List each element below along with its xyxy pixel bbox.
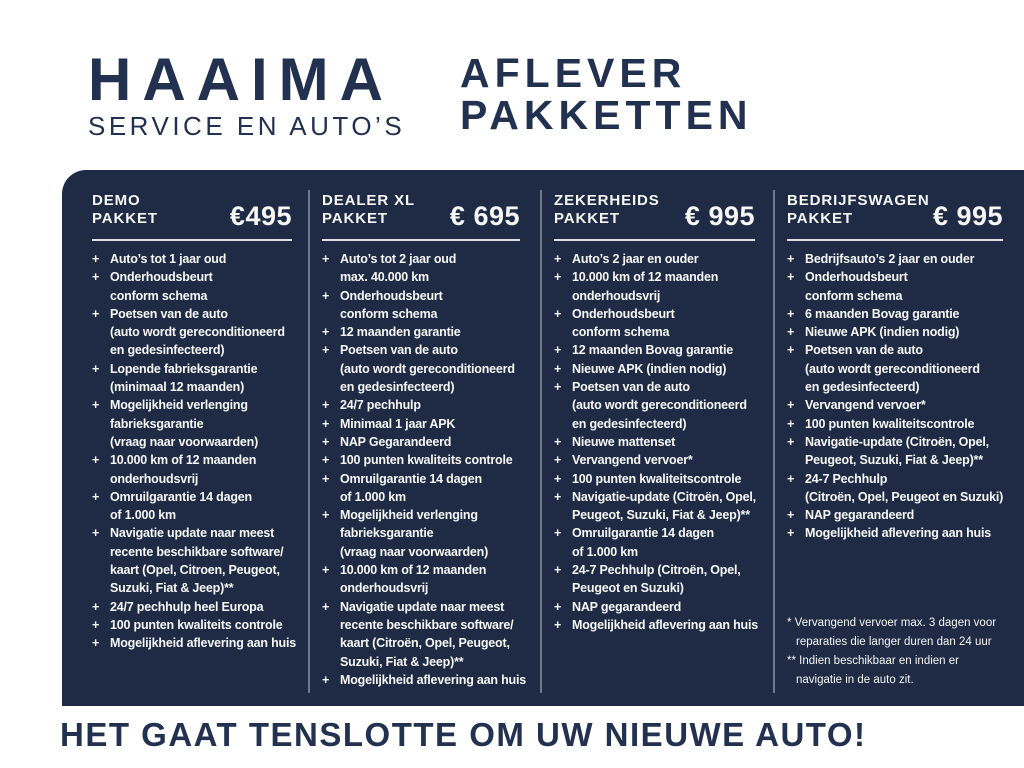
package-item: [554, 341, 755, 359]
item-line: Minimaal 1 jaar APK: [340, 416, 456, 431]
package-item: [787, 415, 1003, 433]
package-item: [787, 396, 1003, 414]
package-card-demo: [62, 170, 308, 706]
package-item: [554, 360, 755, 378]
plus-bullet: +: [92, 270, 100, 285]
item-line: Suzuki, Fiat & Jeep)**: [340, 654, 464, 669]
item-line: NAP Gegarandeerd: [340, 434, 452, 449]
package-name-line2: PAKKET: [92, 210, 158, 227]
item-line: Nieuwe mattenset: [572, 434, 676, 449]
page-title-line1: AFLEVER: [460, 50, 687, 96]
item-line: en gedesinfecteerd): [340, 380, 455, 395]
item-line: en gedesinfecteerd): [110, 343, 225, 358]
plus-bullet: +: [92, 252, 100, 266]
item-line: 10.000 km of 12 maanden: [572, 270, 719, 285]
package-price: € 995: [933, 201, 1004, 231]
item-line: Auto’s tot 2 jaar oud: [340, 252, 457, 266]
package-item: [92, 616, 292, 634]
package-item: [554, 433, 755, 451]
package-item-list: [787, 250, 1003, 543]
item-line: (Citroën, Opel, Peugeot en Suzuki): [805, 489, 1004, 504]
item-line: Poetsen van de auto: [805, 343, 923, 358]
item-line: 24/7 pechhulp: [340, 398, 421, 413]
header-rule: [322, 239, 520, 241]
package-card-zekerheids: [542, 170, 773, 706]
item-line: Navigatie update naar meest: [340, 599, 505, 614]
package-item: [554, 470, 755, 488]
item-line: 12 maanden Bovag garantie: [572, 343, 734, 358]
package-item: [322, 671, 527, 689]
item-line: Peugeot, Suzuki, Fiat & Jeep)**: [572, 508, 750, 523]
package-name-line1: ZEKERHEIDS: [554, 192, 660, 209]
package-name: [554, 192, 660, 228]
item-line: Mogelijkheid aflevering aan huis: [805, 526, 992, 541]
package-item: [554, 451, 755, 469]
package-item: [322, 598, 520, 671]
item-line: Omruilgarantie 14 dagen: [572, 526, 714, 541]
item-line: Onderhoudsbeurt: [572, 306, 675, 321]
item-line: 100 punten kwaliteitscontrole: [572, 471, 742, 486]
footer-tagline: HET GAAT TENSLOTTE OM UW NIEUWE AUTO!: [60, 716, 867, 753]
plus-bullet: +: [554, 563, 562, 578]
plus-bullet: +: [322, 471, 330, 486]
item-line: Peugeot, Suzuki, Fiat & Jeep)**: [805, 453, 983, 468]
footnote-line: navigatie in de auto zit.: [796, 674, 914, 686]
plus-bullet: +: [92, 361, 100, 376]
item-line: Mogelijkheid verlenging: [340, 508, 478, 523]
item-line: conform schema: [805, 288, 903, 303]
item-line: 24-7 Pechhulp (Citroën, Opel,: [572, 563, 741, 578]
item-line: Onderhoudsbeurt: [805, 270, 908, 285]
plus-bullet: +: [554, 306, 562, 321]
plus-bullet: +: [787, 252, 795, 266]
item-line: Bedrijfsauto’s 2 jaar en ouder: [805, 252, 975, 266]
package-price: €495: [229, 201, 292, 231]
package-item: [92, 250, 292, 268]
package-item: [322, 470, 520, 507]
item-line: NAP gegarandeerd: [572, 599, 682, 614]
package-item: [787, 323, 1003, 341]
page-title: [460, 52, 753, 136]
item-line: en gedesinfecteerd): [572, 416, 687, 431]
header-rule: [554, 239, 755, 241]
header-rule: [787, 239, 1003, 241]
item-line: Omruilgarantie 14 dagen: [110, 489, 252, 504]
item-line: onderhoudsvrij: [110, 471, 199, 486]
item-line: Vervangend vervoer*: [572, 453, 693, 468]
plus-bullet: +: [787, 471, 795, 486]
header-rule: [92, 239, 292, 241]
item-line: en gedesinfecteerd): [805, 380, 920, 395]
package-item: [554, 488, 755, 525]
package-item: [787, 305, 1003, 323]
item-line: (auto wordt gereconditioneerd: [340, 361, 515, 376]
item-line: Auto’s tot 1 jaar oud: [110, 252, 227, 266]
logo-subtitle: SERVICE EN AUTO’S: [88, 111, 406, 141]
item-line: kaart (Citroën, Opel, Peugeot,: [340, 636, 510, 651]
package-item-list: [92, 250, 297, 653]
plus-bullet: +: [322, 453, 330, 468]
package-item: [92, 598, 292, 616]
package-price: € 695: [449, 201, 520, 231]
package-name-line1: DEALER XL: [322, 192, 416, 209]
item-line: conform schema: [572, 325, 670, 340]
item-line: Mogelijkheid aflevering aan huis: [572, 617, 759, 632]
package-item: [92, 451, 292, 488]
package-item: [322, 561, 520, 598]
item-line: Poetsen van de auto: [110, 306, 228, 321]
package-item: [92, 488, 292, 525]
item-line: Onderhoudsbeurt: [340, 288, 443, 303]
item-line: Suzuki, Fiat & Jeep)**: [110, 581, 234, 596]
logo-title: HAAIMA: [88, 46, 394, 113]
package-name-line1: DEMO: [92, 192, 141, 209]
item-line: conform schema: [110, 288, 208, 303]
plus-bullet: +: [554, 453, 562, 468]
plus-bullet: +: [554, 599, 562, 614]
item-line: (vraag naar voorwaarden): [110, 434, 259, 449]
item-line: Poetsen van de auto: [340, 343, 458, 358]
package-item: [322, 506, 520, 561]
item-line: onderhoudsvrij: [340, 581, 429, 596]
plus-bullet: +: [554, 343, 562, 358]
plus-bullet: +: [554, 617, 562, 632]
package-item: [92, 396, 292, 451]
item-line: (auto wordt gereconditioneerd: [572, 398, 747, 413]
plus-bullet: +: [787, 325, 795, 340]
package-header: [92, 192, 292, 231]
plus-bullet: +: [322, 288, 330, 303]
plus-bullet: +: [787, 270, 795, 285]
item-line: 100 punten kwaliteits controle: [340, 453, 513, 468]
plus-bullet: +: [787, 398, 795, 413]
plus-bullet: +: [322, 252, 330, 266]
item-line: 10.000 km of 12 maanden: [340, 563, 487, 578]
item-line: Peugeot en Suzuki): [572, 581, 684, 596]
plus-bullet: +: [322, 563, 330, 578]
package-item: [92, 305, 292, 360]
item-line: (auto wordt gereconditioneerd: [805, 361, 980, 376]
plus-bullet: +: [554, 489, 562, 504]
item-line: of 1.000 km: [340, 489, 406, 504]
plus-bullet: +: [787, 526, 795, 541]
plus-bullet: +: [92, 453, 100, 468]
package-item: [787, 250, 1003, 268]
package-item: [322, 415, 520, 433]
item-line: 24/7 pechhulp heel Europa: [110, 599, 264, 614]
footnote-marker: **: [787, 655, 800, 667]
plus-bullet: +: [554, 526, 562, 541]
plus-bullet: +: [92, 306, 100, 321]
item-line: 6 maanden Bovag garantie: [805, 306, 960, 321]
company-logo: [88, 46, 406, 141]
item-line: fabrieksgarantie: [340, 526, 434, 541]
item-line: kaart (Opel, Citroen, Peugeot,: [110, 563, 280, 578]
item-line: 24-7 Pechhulp: [805, 471, 888, 486]
plus-bullet: +: [92, 617, 100, 632]
package-item-list: [554, 250, 759, 634]
package-item: [322, 250, 520, 287]
item-line: recente beschikbare software/: [110, 544, 284, 559]
plus-bullet: +: [554, 471, 562, 486]
item-line: Navigatie-update (Citroën, Opel,: [572, 489, 756, 504]
package-item: [554, 616, 759, 634]
footnote: [787, 614, 1003, 652]
plus-bullet: +: [787, 434, 795, 449]
package-item: [92, 268, 292, 305]
item-line: Mogelijkheid aflevering aan huis: [340, 672, 527, 687]
item-line: Onderhoudsbeurt: [110, 270, 213, 285]
item-line: Vervangend vervoer*: [805, 398, 926, 413]
plus-bullet: +: [322, 434, 330, 449]
package-name-line2: PAKKET: [554, 210, 620, 227]
package-header: [322, 192, 520, 231]
plus-bullet: +: [554, 270, 562, 285]
package-item-list: [322, 250, 527, 689]
plus-bullet: +: [92, 489, 100, 504]
footnotes: [787, 614, 1003, 706]
plus-bullet: +: [322, 508, 330, 523]
item-line: (vraag naar voorwaarden): [340, 544, 489, 559]
plus-bullet: +: [322, 398, 330, 413]
item-line: conform schema: [340, 306, 438, 321]
package-item: [554, 561, 755, 598]
packages-panel: [62, 170, 1024, 706]
plus-bullet: +: [92, 599, 100, 614]
package-card-bedrijfswagen: [775, 170, 1024, 706]
plus-bullet: +: [322, 672, 330, 687]
item-line: 100 punten kwaliteits controle: [110, 617, 283, 632]
item-line: Nieuwe APK (indien nodig): [805, 325, 960, 340]
package-item: [322, 287, 520, 324]
plus-bullet: +: [322, 343, 330, 358]
package-item: [554, 250, 755, 268]
package-item: [322, 433, 520, 451]
item-line: 12 maanden garantie: [340, 325, 461, 340]
plus-bullet: +: [787, 343, 795, 358]
package-item: [322, 451, 520, 469]
package-name: [787, 192, 930, 228]
plus-bullet: +: [92, 526, 100, 541]
package-item: [787, 470, 1003, 507]
item-line: max. 40.000 km: [340, 270, 429, 285]
plus-bullet: +: [322, 325, 330, 340]
package-header: [554, 192, 755, 231]
footnote: [787, 652, 1003, 690]
package-item: [92, 524, 292, 597]
plus-bullet: +: [554, 361, 562, 376]
item-line: 10.000 km of 12 maanden: [110, 453, 257, 468]
package-item: [554, 378, 755, 433]
item-line: of 1.000 km: [110, 508, 176, 523]
package-item: [322, 396, 520, 414]
plus-bullet: +: [554, 434, 562, 449]
plus-bullet: +: [554, 252, 562, 266]
plus-bullet: +: [787, 306, 795, 321]
package-name: [92, 192, 158, 228]
package-item: [554, 524, 755, 561]
package-item: [92, 360, 292, 397]
package-item: [92, 634, 297, 652]
package-item: [787, 506, 1003, 524]
plus-bullet: +: [92, 398, 100, 413]
package-name-line1: BEDRIJFSWAGEN: [787, 192, 930, 209]
package-card-dealer-xl: [310, 170, 540, 706]
item-line: Mogelijkheid verlenging: [110, 398, 248, 413]
package-item: [554, 268, 755, 305]
item-line: Nieuwe APK (indien nodig): [572, 361, 727, 376]
plus-bullet: +: [787, 508, 795, 523]
package-name-line2: PAKKET: [787, 210, 853, 227]
item-line: Poetsen van de auto: [572, 380, 690, 395]
item-line: Omruilgarantie 14 dagen: [340, 471, 482, 486]
item-line: fabrieksgarantie: [110, 416, 204, 431]
plus-bullet: +: [322, 599, 330, 614]
item-line: Mogelijkheid aflevering aan huis: [110, 636, 297, 651]
item-line: recente beschikbare software/: [340, 617, 514, 632]
footnote-line: reparaties die langer duren dan 24 uur: [796, 636, 992, 648]
package-item: [322, 341, 520, 396]
package-name-line2: PAKKET: [322, 210, 388, 227]
package-item: [787, 341, 1003, 396]
footnote-marker: *: [787, 617, 795, 629]
item-line: (auto wordt gereconditioneerd: [110, 325, 285, 340]
item-line: onderhoudsvrij: [572, 288, 661, 303]
item-line: Lopende fabrieksgarantie: [110, 361, 258, 376]
item-line: (minimaal 12 maanden): [110, 380, 245, 395]
plus-bullet: +: [322, 416, 330, 431]
package-item: [554, 305, 755, 342]
page-title-line2: PAKKETTEN: [460, 92, 753, 138]
package-item: [787, 524, 1003, 542]
item-line: Navigatie-update (Citroën, Opel,: [805, 434, 989, 449]
item-line: 100 punten kwaliteitscontrole: [805, 416, 975, 431]
package-header: [787, 192, 1004, 231]
item-line: Navigatie update naar meest: [110, 526, 275, 541]
package-name: [322, 192, 415, 228]
package-item: [787, 433, 1003, 470]
item-line: Auto’s 2 jaar en ouder: [572, 252, 699, 266]
package-item: [554, 598, 755, 616]
plus-bullet: +: [554, 380, 562, 395]
item-line: NAP gegarandeerd: [805, 508, 915, 523]
package-item: [322, 323, 520, 341]
plus-bullet: +: [92, 636, 100, 651]
footnote-line: ** Indien beschikbaar en indien er: [787, 655, 959, 667]
item-line: of 1.000 km: [572, 544, 638, 559]
package-item: [787, 268, 1003, 305]
package-price: € 995: [684, 201, 755, 231]
plus-bullet: +: [787, 416, 795, 431]
footnote-line: * Vervangend vervoer max. 3 dagen voor: [787, 617, 997, 629]
